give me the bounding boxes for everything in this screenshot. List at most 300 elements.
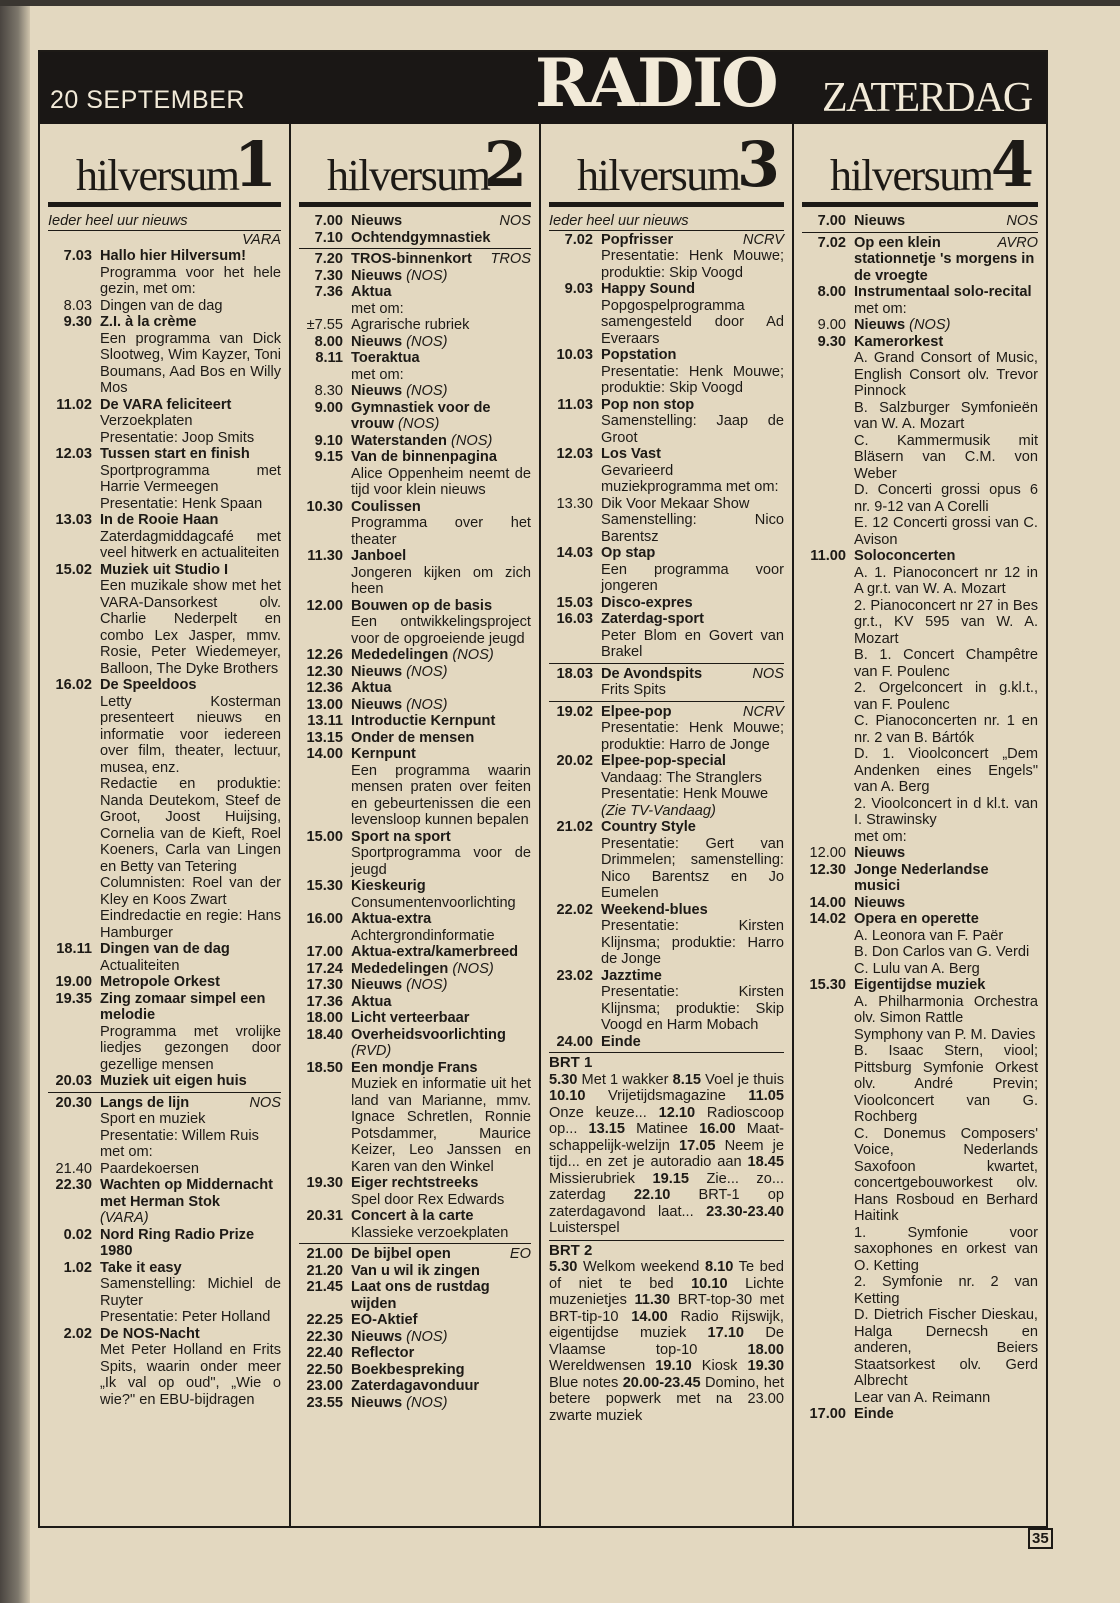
brt-time: 18.45: [747, 1154, 784, 1170]
program-title: Overheidsvoorlichting: [351, 1026, 506, 1043]
program-title-line: [351, 994, 531, 1011]
program-title: Weekend-blues: [601, 901, 708, 918]
divider: [549, 1052, 784, 1053]
program-time: 18.11: [56, 941, 92, 957]
program-title: Kernpunt: [351, 746, 416, 762]
program-content: [854, 317, 1038, 334]
station-number: 1: [233, 128, 277, 201]
broadcaster-note: (NOS): [452, 647, 494, 663]
program-content: [351, 746, 531, 829]
program-title-line: [100, 397, 281, 414]
program-description: B. Isaac Stern, viool; Pittsburg Symfonie Orkest olv. André Previn; Vioolconcert van G. Rochberg: [854, 1043, 1038, 1125]
program-entry: [802, 1406, 1038, 1423]
broadcaster-tag: VARA: [242, 231, 281, 248]
program-entry: [549, 968, 784, 1034]
schedule: [802, 207, 1038, 1423]
program-title-line: [854, 235, 1038, 285]
program-content: [854, 911, 1038, 977]
program-content: [351, 1279, 531, 1312]
program-title-line: [351, 400, 531, 433]
program-title: Van de binnenpagina: [351, 449, 497, 465]
program-time: 13.30: [556, 495, 593, 512]
program-time: 15.30: [306, 878, 343, 894]
program-entry: [48, 941, 281, 974]
program-time: 7.03: [63, 248, 92, 264]
program-title-line: [601, 496, 784, 513]
program-description: Programma over het theater: [351, 515, 531, 548]
program-description: D. Dietrich Fischer Dieskau, Halga Dernecsh en anderen, Beiers Staatsorkest olv. Gerd Albrecht: [854, 1307, 1038, 1389]
program-title-line: [854, 334, 1038, 351]
program-entry: [48, 1073, 281, 1090]
program-title: Kieskeurig: [351, 878, 426, 894]
program-content: [351, 548, 531, 598]
program-title: Op stap: [601, 545, 656, 561]
program-content: [351, 664, 531, 681]
program-title-line: [100, 677, 281, 694]
program-title-line: [601, 446, 784, 463]
program-content: [351, 1362, 531, 1379]
brt-time: 5.30: [549, 1259, 578, 1275]
program-time: 8.00: [314, 333, 343, 350]
brt-time: 19.10: [655, 1358, 692, 1374]
program-content: [100, 314, 281, 397]
program-title-line: [351, 911, 531, 928]
brt-time: 19.30: [747, 1358, 785, 1374]
program-description: B. Don Carlos van G. Verdi: [854, 944, 1030, 960]
program-title: Zaterdag-sport: [601, 611, 704, 627]
program-entry: [299, 268, 531, 285]
program-content: [601, 902, 784, 968]
brt-program: Vrijetijdsmagazine: [607, 1088, 726, 1104]
program-title: Janboel: [351, 548, 407, 564]
program-time: 22.30: [306, 1328, 343, 1345]
brt-schedule: [549, 1243, 784, 1425]
program-title-line: [601, 704, 784, 721]
program-title-line: [854, 862, 1038, 895]
station-name: hilversum: [577, 151, 740, 200]
program-entry: [549, 496, 784, 546]
program-title: De Speeldoos: [100, 677, 197, 693]
program-description: met om:: [854, 828, 907, 845]
broadcaster-tag: NCRV: [742, 703, 784, 720]
program-title-line: [351, 230, 531, 247]
program-time: 12.36: [306, 680, 343, 696]
program-time: 19.02: [556, 703, 593, 720]
broadcaster-note: (NOS): [451, 432, 493, 449]
brt-program: Zie... zo... zaterdag: [549, 1170, 785, 1203]
program-content: [100, 677, 281, 941]
program-description: Presentatie: Willem Ruis: [100, 1127, 259, 1144]
program-title-line: [351, 1175, 531, 1192]
program-entry: [299, 251, 531, 268]
program-title-line: [351, 251, 531, 268]
program-time: 18.03: [556, 665, 593, 682]
program-title: In de Rooie Haan: [100, 512, 219, 528]
program-time: 9.03: [564, 281, 593, 297]
program-title-line: [351, 944, 531, 961]
program-content: [100, 1326, 281, 1409]
brt-program: Missierubriek: [549, 1170, 635, 1187]
program-time: 22.02: [556, 901, 593, 918]
station-number: 2: [483, 128, 527, 201]
program-time: 21.45: [306, 1279, 343, 1295]
station-heading: [802, 124, 1038, 207]
program-content: [351, 334, 531, 351]
date-label: 20 SEPTEMBER: [50, 86, 245, 114]
program-description: Samenstelling: Jaap de Groot: [601, 413, 784, 446]
program-description: Presentatie: Gert van Drimmelen; samenstelling: Nico Barentsz en Jo Eumelen: [601, 835, 784, 901]
broadcaster-tag: NCRV: [742, 231, 784, 248]
station-name: hilversum: [327, 151, 490, 200]
program-description: D. Concerti grossi opus 6 nr. 9-12 van A Corelli: [854, 482, 1038, 515]
program-description: Een programma voor jongeren: [601, 561, 784, 594]
program-time: 21.00: [306, 1246, 343, 1262]
station-columns: [40, 124, 1046, 1526]
program-description: Programma met vrolijke liedjes gezongen door gezellige mensen: [100, 1023, 281, 1073]
brt-time: 8.10: [704, 1259, 734, 1275]
program-entry: [48, 677, 281, 941]
program-entry: [299, 1362, 531, 1379]
program-title-line: [601, 753, 784, 770]
program-entry: [549, 232, 784, 282]
brt-time: 18.00: [747, 1341, 784, 1358]
program-title-line: [351, 1395, 531, 1412]
program-title-line: [351, 383, 531, 400]
program-title: Onder de mensen: [351, 729, 475, 746]
program-time: 15.03: [556, 594, 593, 611]
program-content: [351, 977, 531, 994]
program-title: Jazztime: [601, 967, 662, 984]
brt-station-name: BRT 1: [549, 1054, 593, 1071]
program-time: 8.30: [314, 383, 343, 399]
program-content: [351, 647, 531, 664]
program-title-line: [351, 961, 531, 978]
program-title: Aktua: [351, 993, 392, 1010]
program-entry: [299, 284, 531, 317]
program-title-line: [601, 397, 784, 414]
brt-time: 17.10: [707, 1325, 745, 1341]
program-content: [351, 1395, 531, 1412]
program-content: [351, 1010, 531, 1027]
program-time: 17.00: [809, 1406, 846, 1422]
program-content: [601, 595, 784, 612]
program-entry: [299, 334, 531, 351]
program-content: [100, 1161, 281, 1178]
program-content: [351, 1246, 531, 1263]
program-title: Nieuws: [351, 1328, 403, 1345]
program-content: [601, 496, 784, 546]
program-content: [100, 512, 281, 562]
program-title-line: [100, 1177, 281, 1210]
program-content: [854, 235, 1038, 285]
program-entry: [48, 991, 281, 1074]
program-title-line: [100, 1326, 281, 1343]
program-time: 2.02: [63, 1325, 92, 1342]
broadcaster-note: (NOS): [406, 1328, 448, 1345]
program-content: [601, 753, 784, 819]
program-title: Eiger rechtstreeks: [351, 1175, 479, 1191]
program-content: [854, 977, 1038, 1406]
program-entry: [299, 400, 531, 433]
broadcaster-note: (NOS): [406, 1394, 448, 1411]
brt-program: Radioscoop op...: [549, 1104, 784, 1137]
program-title-line: [601, 595, 784, 612]
program-title-line: [854, 213, 1038, 230]
program-title: Eigentijdse muziek: [854, 977, 986, 993]
program-title: TROS-binnenkort: [351, 251, 472, 267]
program-time: 8.03: [63, 297, 92, 314]
program-title: Dingen van de dag: [100, 941, 230, 957]
broadcaster-note: (NOS): [406, 267, 448, 284]
program-description: Gevarieerd muziekprogramma met om:: [601, 462, 779, 495]
program-time: 16.00: [306, 911, 343, 927]
program-content: [854, 213, 1038, 230]
program-description: Peter Blom en Govert van Brakel: [601, 627, 784, 660]
program-content: [100, 562, 281, 678]
program-time: 24.00: [556, 1033, 593, 1050]
station-column-1: [40, 124, 291, 1526]
program-time: 20.31: [306, 1208, 343, 1224]
program-title: Toeraktua: [351, 350, 420, 366]
program-note: (Zie TV-Vandaag): [601, 802, 716, 819]
program-title: Take it easy: [100, 1259, 182, 1276]
program-description: Columnisten: Roel van der Kley en Koos Zwart: [100, 875, 281, 908]
program-title-line: [351, 350, 531, 367]
brt-program: Radio Rijswijk, eigentijdse muziek: [549, 1308, 784, 1341]
program-entry: [299, 1312, 531, 1329]
program-entry: [48, 314, 281, 397]
program-description: Consumentenvoorlichting: [351, 894, 516, 911]
program-description: Redactie en produktie: Nanda Deutekom, Steef de Groot, Joost Huijsing, Cornelia van de Kieft, Roel Koeners, Carla van Lingen en Betty van Tetering: [100, 776, 281, 875]
program-content: [351, 1027, 531, 1060]
brt-program: Welkom weekend: [582, 1259, 700, 1275]
program-title-line: [854, 548, 1038, 565]
program-title-line: [601, 819, 784, 836]
program-title-line: [351, 680, 531, 697]
program-entry: [48, 298, 281, 315]
program-time: 20.02: [556, 753, 593, 769]
brt-program: Domino, het betere popwerk met na 23.00 zwarte muziek: [549, 1374, 784, 1424]
broadcaster-note: (NOS): [909, 317, 951, 333]
program-entry: [299, 911, 531, 944]
program-title-line: [601, 347, 784, 364]
program-description: Presentatie: Peter Holland: [100, 1309, 271, 1325]
program-time: 17.30: [306, 977, 343, 993]
broadcaster-tag: AVRO: [997, 234, 1038, 251]
program-title: Sport na sport: [351, 828, 451, 845]
program-description: Sportprogramma met Harrie Vermeegen: [100, 462, 281, 495]
program-time: 20.30: [55, 1094, 92, 1111]
program-entry: [48, 248, 281, 298]
program-title: Happy Sound: [601, 281, 696, 297]
program-entry: [549, 704, 784, 754]
program-entry: [549, 819, 784, 902]
brt-program: Matinee: [636, 1121, 689, 1137]
program-entry: [299, 713, 531, 730]
program-description: Presentatie: Kirsten Klijnsma; produktie: Harro de Jonge: [601, 918, 784, 967]
program-description: Popgospelprogramma samengesteld door Ad Everaars: [601, 297, 784, 347]
program-content: [351, 499, 531, 549]
program-title: Nieuws: [351, 1394, 403, 1411]
program-entry: [299, 1060, 531, 1176]
program-description: Sport en muziek: [100, 1111, 206, 1127]
program-title: Nieuws: [854, 213, 906, 229]
program-time: 0.02: [63, 1226, 92, 1243]
brt-time: 17.05: [678, 1137, 716, 1154]
program-title: Nieuws: [854, 894, 906, 911]
program-title-line: [351, 1362, 531, 1379]
program-entry: [299, 1027, 531, 1060]
program-description: A. Philharmonia Orchestra olv. Simon Rattle: [854, 993, 1038, 1026]
program-description: Presentatie: Henk Mouwe: [601, 786, 769, 802]
broadcaster-note: (NOS): [406, 663, 448, 680]
program-title: Licht verteerbaar: [351, 1010, 470, 1026]
broadcaster-tag: EO: [509, 1246, 531, 1262]
program-time: 22.30: [55, 1177, 92, 1193]
program-title: Aktua-extra: [351, 911, 432, 927]
program-entry: [299, 647, 531, 664]
brt-time: 8.15: [672, 1071, 702, 1088]
program-title-line: [351, 1010, 531, 1027]
program-content: [100, 248, 281, 298]
program-content: [601, 397, 784, 447]
section-title: RADIO: [535, 44, 777, 122]
program-time: 22.50: [306, 1361, 343, 1378]
divider: [299, 1243, 531, 1244]
program-title: Paardekoersen: [100, 1160, 199, 1177]
program-title: De NOS-Nacht: [100, 1325, 200, 1342]
program-title: Country Style: [601, 819, 696, 835]
program-description: Lear van A. Reimann: [854, 1389, 991, 1406]
program-description: 2. Orgelconcert in g.kl.t., van F. Poulenc: [854, 680, 1038, 713]
program-entry: [299, 664, 531, 681]
program-title: Langs de lijn: [100, 1094, 190, 1111]
program-content: [601, 446, 784, 496]
program-title-line: [854, 317, 1038, 334]
program-title-line: [100, 298, 281, 315]
program-title-line: [351, 1378, 531, 1395]
program-title-line: [351, 499, 531, 516]
brt-program: Wereldwensen: [549, 1358, 646, 1374]
program-title-line: [100, 974, 281, 991]
program-time: 20.03: [55, 1073, 92, 1089]
program-content: [601, 968, 784, 1034]
program-title: Kamerorkest: [854, 333, 944, 350]
station-name: hilversum: [830, 151, 993, 200]
broadcaster-tag: NOS: [499, 213, 531, 229]
program-description: Klassieke verzoekplaten: [351, 1224, 509, 1241]
program-content: [351, 251, 531, 268]
program-content: [351, 1345, 531, 1362]
program-time: 7.36: [314, 284, 343, 300]
program-title-line: [351, 664, 531, 681]
program-title-line: [100, 446, 281, 463]
program-title-line: [100, 991, 281, 1024]
program-time: 19.00: [55, 974, 92, 990]
program-content: [100, 1073, 281, 1090]
program-title-line: [351, 829, 531, 846]
brt-time: 19.15: [652, 1170, 689, 1187]
program-title: Nieuws: [351, 333, 403, 350]
program-entry: [802, 845, 1038, 862]
program-description: C. Lulu van A. Berg: [854, 960, 980, 977]
program-content: [601, 704, 784, 754]
program-title: Aktua: [351, 680, 392, 696]
program-entry: [802, 317, 1038, 334]
program-entry: [299, 961, 531, 978]
program-time: ±7.55: [306, 317, 343, 333]
program-description: Met Peter Holland en Frits Spits, waarin onder meer „Ik val op oud", „Wie o wie?" en EBU-bijdragen: [100, 1342, 281, 1408]
program-title: Muziek uit Studio I: [100, 561, 229, 578]
program-title-line: [351, 1208, 531, 1225]
broadcaster-tag: NOS: [249, 1094, 281, 1111]
program-content: [100, 991, 281, 1074]
program-title: Gymnastiek voor de vrouw: [351, 399, 491, 432]
program-title: Pop non stop: [601, 396, 695, 413]
program-description: 2. Vioolconcert in d kl.t. van I. Strawinsky: [854, 795, 1038, 828]
program-entry: [299, 1208, 531, 1241]
program-entry: [48, 1095, 281, 1161]
divider: [549, 1240, 784, 1241]
program-time: 11.00: [810, 548, 846, 564]
program-title-line: [601, 545, 784, 562]
brt-time: 12.10: [658, 1104, 696, 1121]
program-description: Een programma waarin mensen praten over feiten en gebeurtenissen die een levensloop kunnen bepalen: [351, 762, 531, 828]
brt-time: 11.05: [748, 1088, 784, 1104]
program-time: 14.03: [556, 545, 593, 561]
program-description: Letty Kosterman presenteert nieuws en informatie voor iedereen over film, theater, lectuur, musea, enz.: [100, 693, 281, 776]
program-note: (VARA): [100, 1210, 149, 1226]
program-time: 9.30: [817, 333, 846, 350]
broadcaster-note: (NOS): [406, 333, 448, 350]
program-entry: [299, 697, 531, 714]
program-entry: [549, 281, 784, 347]
program-description: 1. Symfonie voor saxophones en orkest van O. Ketting: [854, 1224, 1038, 1274]
station-column-4: [794, 124, 1046, 1526]
program-title-line: [351, 878, 531, 895]
program-description: Presentatie: Kirsten Klijnsma; produktie: Skip Voogd en Harm Mobach: [601, 984, 784, 1033]
program-content: [100, 1260, 281, 1326]
program-entry: [299, 746, 531, 829]
program-entry: [299, 680, 531, 697]
program-time: 17.24: [306, 960, 343, 977]
program-description: Symphony van P. M. Davies: [854, 1026, 1036, 1043]
program-content: [351, 268, 531, 285]
program-title: Instrumentaal solo-recital: [854, 284, 1032, 300]
program-entry: [802, 235, 1038, 285]
program-time: 7.02: [564, 231, 593, 248]
program-time: 10.30: [306, 498, 343, 515]
program-title-line: [351, 317, 531, 334]
program-description: C. Kammermusik mit Bläsern van C.M. von Weber: [854, 432, 1038, 482]
program-content: [351, 878, 531, 911]
program-title: Nieuws: [351, 696, 403, 713]
program-entry: [549, 753, 784, 819]
program-time: 7.30: [314, 267, 343, 284]
program-entry: [299, 1010, 531, 1027]
program-description: Zaterdagmiddagcafé met veel hitwerk en actualiteiten: [100, 528, 281, 561]
program-description: met om:: [351, 366, 404, 383]
program-title-line: [601, 611, 784, 628]
program-content: [351, 1208, 531, 1241]
program-title-line: [351, 647, 531, 664]
program-title-line: [100, 1095, 281, 1112]
program-title: Nieuws: [854, 845, 906, 861]
program-title-line: [601, 281, 784, 298]
program-time: 11.30: [307, 548, 343, 564]
program-entry: [48, 1227, 281, 1260]
program-content: [351, 449, 531, 499]
